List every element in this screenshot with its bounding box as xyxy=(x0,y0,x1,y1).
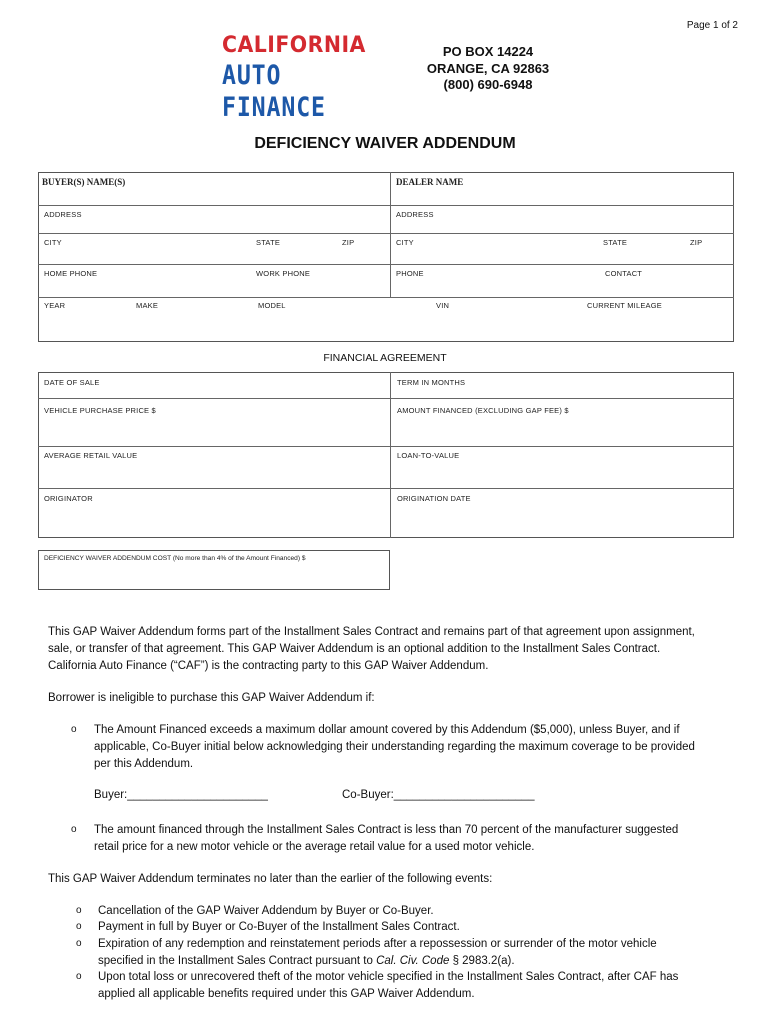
termination-item-3-line-2 xyxy=(98,953,657,970)
bullet-marker: o xyxy=(76,921,82,932)
termination-item-3 xyxy=(98,936,657,970)
loan-to-value-field[interactable]: LOAN-TO-VALUE xyxy=(397,451,460,460)
dealer-address-field[interactable]: ADDRESS xyxy=(396,210,434,219)
termination-item-1: Cancellation of the GAP Waiver Addendum by Buyer or Co-Buyer. xyxy=(98,905,434,917)
ineligible-paragraph: Borrower is ineligible to purchase this GAP Waiver Addendum if: xyxy=(48,692,375,704)
statute-intro: specified in the Installment Sales Contract pursuant to xyxy=(98,955,377,967)
vehicle-make-field[interactable]: MAKE xyxy=(136,301,159,310)
termination-paragraph: This GAP Waiver Addendum terminates no later than the earlier of the following events: xyxy=(48,873,493,885)
ineligible-item-1 xyxy=(94,722,695,773)
buyer-address-field[interactable]: ADDRESS xyxy=(44,210,82,219)
date-of-sale-field[interactable]: DATE OF SALE xyxy=(44,378,100,387)
origination-date-field[interactable]: ORIGINATION DATE xyxy=(397,494,471,503)
bullet-marker: o xyxy=(76,938,82,949)
intro-paragraph xyxy=(48,624,695,675)
dealer-zip-field[interactable]: ZIP xyxy=(690,238,703,247)
vehicle-purchase-price-field[interactable]: VEHICLE PURCHASE PRICE $ xyxy=(44,406,156,415)
dealer-city-field[interactable]: CITY xyxy=(396,238,414,247)
vehicle-mileage-field[interactable]: CURRENT MILEAGE xyxy=(587,301,662,310)
bullet-marker: o xyxy=(76,971,82,982)
logo-line-california: CALIFORNIA xyxy=(222,33,366,58)
ineligible-item-1-line-3: per this Addendum. xyxy=(94,758,194,770)
address-city: ORANGE, CA 92863 xyxy=(426,60,550,76)
buyer-state-field[interactable]: STATE xyxy=(256,238,281,247)
statute-name: Cal. Civ. Code xyxy=(376,955,450,967)
vehicle-year-field[interactable]: YEAR xyxy=(44,301,66,310)
intro-line-3: California Auto Finance (“CAF”) is the contracting party to this GAP Waiver Addendum. xyxy=(48,660,489,672)
home-phone-field[interactable]: HOME PHONE xyxy=(44,269,98,278)
dealer-contact-field[interactable]: CONTACT xyxy=(605,269,643,278)
buyer-name-field[interactable]: BUYER(S) NAME(S) xyxy=(42,177,126,187)
cobuyer-initial-line[interactable]: Co-Buyer:______________________ xyxy=(342,789,535,801)
buyer-dealer-section xyxy=(38,172,734,342)
termination-item-3-line-1: Expiration of any redemption and reinstatement periods after a repossession or surrender of the motor vehicle xyxy=(98,938,657,950)
buyer-zip-field[interactable]: ZIP xyxy=(342,238,355,247)
vehicle-model-field[interactable]: MODEL xyxy=(258,301,286,310)
company-logo xyxy=(222,34,380,124)
bullet-marker: o xyxy=(71,824,77,835)
dealer-name-field[interactable]: DEALER NAME xyxy=(396,177,464,187)
financial-agreement-heading: FINANCIAL AGREEMENT xyxy=(323,352,447,364)
amount-financed-field[interactable]: AMOUNT FINANCED (EXCLUDING GAP FEE) $ xyxy=(397,406,569,415)
work-phone-field[interactable]: WORK PHONE xyxy=(256,269,311,278)
document-title: DEFICIENCY WAIVER ADDENDUM xyxy=(254,135,516,152)
company-address xyxy=(418,44,558,94)
financial-agreement-section xyxy=(38,372,734,538)
address-phone: (800) 690-6948 xyxy=(443,77,533,92)
termination-item-4-line-2: applied all applicable benefits required under this GAP Waiver Addendum. xyxy=(98,988,475,1000)
dealer-phone-field[interactable]: PHONE xyxy=(396,269,424,278)
ineligible-item-1-line-1: The Amount Financed exceeds a maximum dollar amount covered by this Addendum ($5,000), unless Buyer, and if xyxy=(94,724,680,736)
intro-line-2: sale, or transfer of that agreement. This GAP Waiver Addendum is an optional addition to the Installment Sales Contract. xyxy=(48,643,661,655)
termination-item-4 xyxy=(98,969,678,1003)
intro-line-1: This GAP Waiver Addendum forms part of the Installment Sales Contract and remains part of that agreement upon assignment, xyxy=(48,626,695,638)
ineligible-item-1-line-2: applicable, Co-Buyer initial below acknowledging their understanding regarding the maximum coverage to be provided xyxy=(94,741,695,753)
ineligible-item-2-line-1: The amount financed through the Installment Sales Contract is less than 70 percent of the manufacturer suggested xyxy=(94,824,679,836)
originator-field[interactable]: ORIGINATOR xyxy=(44,494,93,503)
ineligible-item-2 xyxy=(94,822,678,856)
statute-section: § 2983.2(a). xyxy=(449,955,515,967)
page-number: Page 1 of 2 xyxy=(686,20,738,31)
buyer-initial-line[interactable]: Buyer:______________________ xyxy=(94,789,268,801)
bullet-marker: o xyxy=(76,905,82,916)
buyer-city-field[interactable]: CITY xyxy=(44,238,62,247)
termination-item-2: Payment in full by Buyer or Co-Buyer of the Installment Sales Contract. xyxy=(98,921,460,933)
ineligible-item-2-line-2: retail price for a new motor vehicle or the average retail value for a used motor vehicle. xyxy=(94,841,535,853)
average-retail-value-field[interactable]: AVERAGE RETAIL VALUE xyxy=(44,451,138,460)
vehicle-vin-field[interactable]: VIN xyxy=(436,301,450,310)
addendum-cost-label: DEFICIENCY WAIVER ADDENDUM COST (No more than 4% of the Amount Financed) $ xyxy=(44,555,306,562)
logo-line-auto-finance: AUTO FINANCE xyxy=(222,60,326,123)
dealer-state-field[interactable]: STATE xyxy=(603,238,628,247)
address-po-box: PO BOX 14224 xyxy=(442,44,534,59)
term-in-months-field[interactable]: TERM IN MONTHS xyxy=(397,378,466,387)
bullet-marker: o xyxy=(71,724,77,735)
termination-item-4-line-1: Upon total loss or unrecovered theft of the motor vehicle specified in the Installment Sales Contract, after CAF has xyxy=(98,971,679,983)
